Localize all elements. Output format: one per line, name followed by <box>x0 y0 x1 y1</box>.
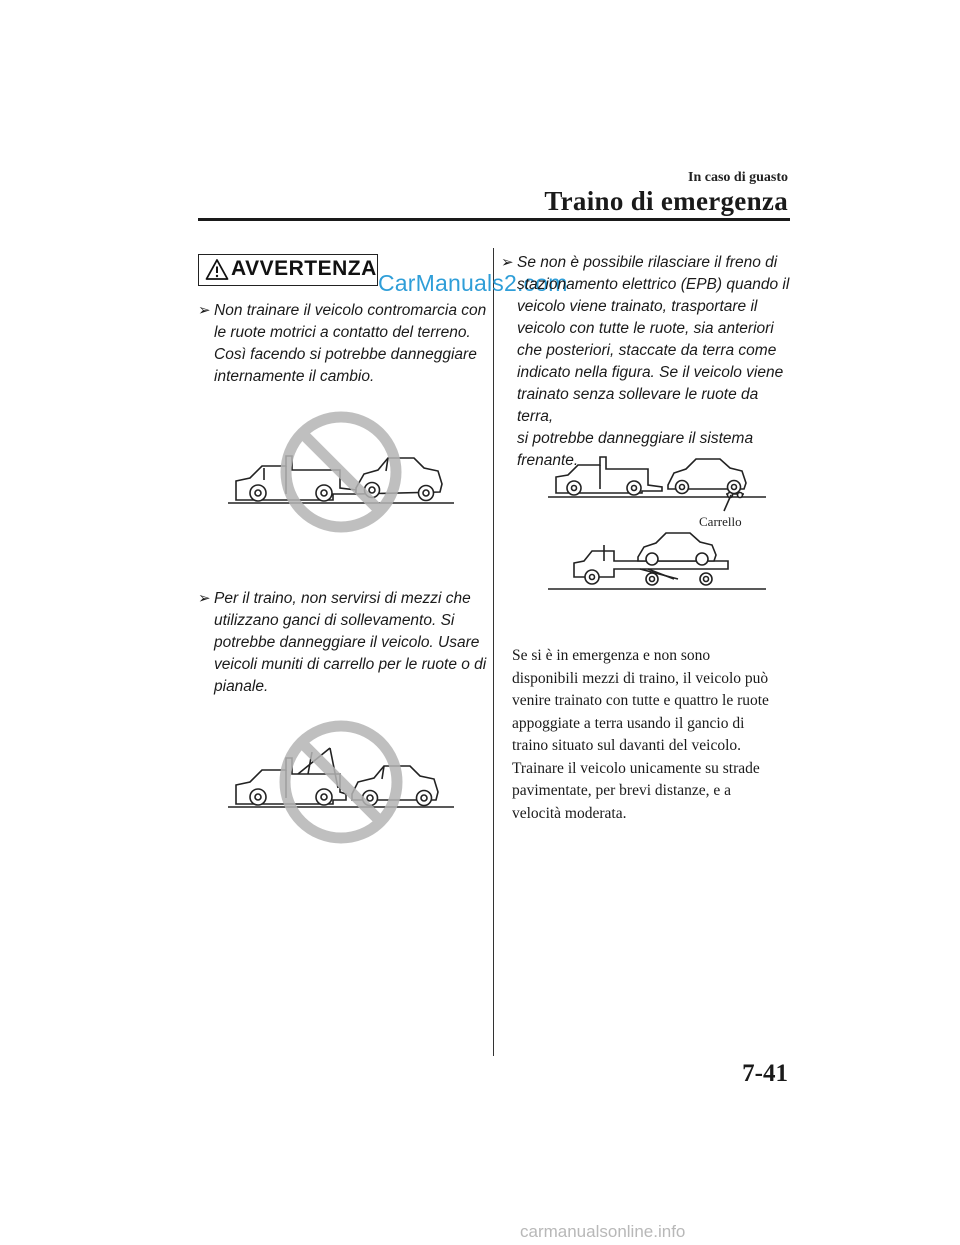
bullet-line: le ruote motrici a contatto del terreno. <box>214 324 471 341</box>
bullet-line: frenante. <box>517 452 579 469</box>
warning-box <box>198 254 378 286</box>
bullet-line: veicolo con tutte le ruote, sia anteriori <box>517 320 774 337</box>
warning-bullet-sling-towing <box>198 588 488 695</box>
paragraph-line: venire trainato con tutte e quattro le ruote <box>512 692 769 709</box>
bullet-line: potrebbe danneggiare il veicolo. Usare <box>214 634 480 651</box>
column-divider <box>493 248 494 1056</box>
illustration-reverse-towing-prohibited <box>228 408 460 533</box>
watermark-text[interactable]: CarManuals2.com <box>378 270 568 296</box>
bullet-line: stazionamento elettrico (EPB) quando il <box>517 276 790 293</box>
warning-triangle-icon <box>205 258 229 282</box>
section-label: In caso di guasto <box>688 170 788 185</box>
header-rule <box>198 218 790 221</box>
car-on-flatbed-icon <box>638 533 716 565</box>
paragraph-line: traino situato sul davanti del veicolo. <box>512 737 742 754</box>
warning-bullet-epb <box>501 252 796 469</box>
paragraph-line: disponibili mezzi di traino, il veicolo può <box>512 669 769 687</box>
page-title: Traino di emergenza <box>544 186 788 216</box>
bullet-line: internamente il cambio. <box>214 368 375 385</box>
bullet-line: veicolo viene trainato, trasportare il <box>517 298 758 315</box>
dolly-label: Carrello <box>699 514 742 529</box>
bullet-line: indicato nella figura. Se il veicolo viene <box>517 364 784 381</box>
illustration-sling-towing-prohibited <box>228 712 460 847</box>
bullet-line: Non trainare il veicolo contromarcia con <box>214 302 487 319</box>
bullet-line: Così facendo si potrebbe danneggiare <box>214 346 477 363</box>
car-on-dolly-icon <box>668 459 746 498</box>
arrow-bullet-icon: ➢ <box>198 590 211 607</box>
bullet-line: si potrebbe danneggiare il sistema <box>517 430 754 447</box>
footer-watermark[interactable]: carmanualsonline.info <box>520 1222 686 1241</box>
bullet-line: Per il traino, non servirsi di mezzi che <box>214 590 471 607</box>
paragraph-line: appoggiate a terra usando il gancio di <box>512 714 745 732</box>
paragraph-line: Trainare il veicolo unicamente su strade <box>512 759 760 777</box>
tow-truck-icon <box>556 457 662 495</box>
paragraph-line: velocità moderata. <box>512 804 627 822</box>
warning-label: AVVERTENZA <box>231 257 377 280</box>
bullet-line: veicoli muniti di carrello per le ruote o di <box>214 656 487 673</box>
warning-bullet-reverse-towing <box>198 300 488 390</box>
paragraph-line: Se si è in emergenza e non sono <box>512 647 711 664</box>
bullet-line: pianale. <box>214 678 269 695</box>
bullet-line: che posteriori, staccate da terra come <box>517 342 777 359</box>
arrow-bullet-icon: ➢ <box>198 302 211 319</box>
bullet-line: utilizzano ganci di sollevamento. Si <box>214 612 455 629</box>
paragraph-line: pavimentate, per brevi distanze, e a <box>512 782 732 799</box>
arrow-bullet-icon: ➢ <box>501 254 514 271</box>
bullet-line: Se non è possibile rilasciare il freno di <box>517 254 778 271</box>
page-number: 7-41 <box>742 1060 788 1087</box>
bullet-line: trainato senza sollevare le ruote da terra, <box>517 386 759 425</box>
emergency-towing-paragraph <box>512 645 782 825</box>
